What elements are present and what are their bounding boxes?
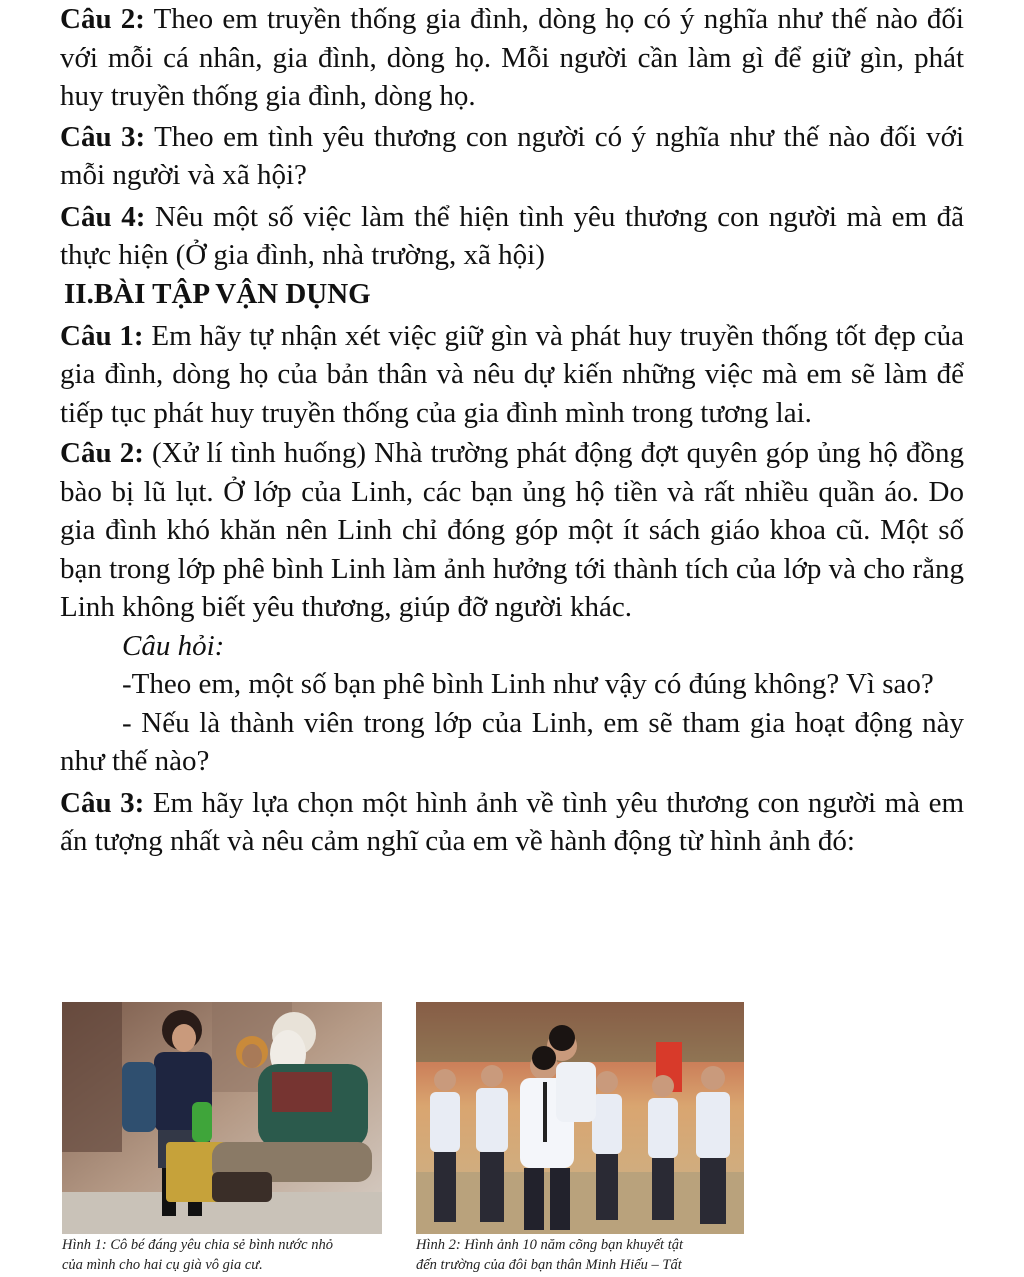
figure-2-caption-line-2: đến trường của đôi bạn thân Minh Hiếu – Tất: [416, 1257, 682, 1273]
section-heading: II.BÀI TẬP VẬN DỤNG: [64, 277, 371, 310]
sub-question-1: -Theo em, một số bạn phê bình Linh như vậy có đúng không? Vì sao?: [122, 668, 934, 700]
exercise-3-label: Câu 3:: [60, 786, 145, 819]
exercise-1-label: Câu 1:: [60, 319, 144, 352]
question-label: Câu hỏi:: [122, 629, 225, 662]
figure-1: [62, 1002, 382, 1274]
question-3-text: Theo em tình yêu thương con người có ý nghĩa như thế nào đối với mỗi người và xã hội?: [60, 120, 964, 191]
exercise-1-text: Em hãy tự nhận xét việc giữ gìn và phát huy truyền thống tốt đẹp của gia đình, dòng họ của bản thân và nêu dự kiến những việc mà em sẽ làm để tiếp tục phát huy truyền thống của gia đình mình trong tương lai.: [60, 319, 965, 429]
sub-question-2: - Nếu là thành viên trong lớp của Linh, em sẽ tham gia hoạt động này như thế nào?: [60, 706, 964, 777]
figure-1-caption-line-2: của mình cho hai cụ già vô gia cư.: [62, 1257, 263, 1273]
question-3: [60, 118, 964, 195]
figures-row: [62, 1002, 762, 1277]
question-4-text: Nêu một số việc làm thể hiện tình yêu thương con người mà em đã thực hiện (Ở gia đình, nhà trường, xã hội): [60, 200, 964, 271]
question-4: [60, 198, 964, 275]
question-2-text: Theo em truyền thống gia đình, dòng họ có ý nghĩa như thế nào đối với mỗi cá nhân, gia đình, dòng họ. Mỗi người cần làm gì để giữ gìn, phát huy truyền thống gia đình, dòng họ.: [60, 3, 964, 112]
exercise-2: [60, 434, 964, 627]
exercise-3-text: Em hãy lựa chọn một hình ảnh về tình yêu thương con người mà em ấn tượng nhất và nêu cảm nghĩ của em về hành động từ hình ảnh đó:: [60, 786, 964, 857]
figure-2-photo: [416, 1002, 744, 1234]
figure-1-photo: [62, 1002, 382, 1234]
question-2: [60, 0, 964, 116]
figure-2-caption-line-1: Hình 2: Hình ảnh 10 năm cõng bạn khuyết tật: [416, 1237, 684, 1253]
figure-1-caption-line-1: Hình 1: Cô bé đáng yêu chia sẻ bình nước nhỏ: [62, 1237, 333, 1253]
exercise-3: [60, 784, 964, 861]
exercise-2-label: Câu 2:: [60, 437, 144, 469]
exercise-2-text: (Xử lí tình huống) Nhà trường phát động đợt quyên góp ủng hộ đồng bào bị lũ lụt. Ở lớp của Linh, các bạn ủng hộ tiền và rất nhiều quần áo. Do gia đình khó khăn nên Linh chỉ đóng góp một ít sách giáo khoa cũ. Một số bạn trong lớp phê bình Linh làm ảnh hưởng tới thành tích của lớp và cho rằng Linh không biết yêu thương, giúp đỡ người khác.: [60, 437, 965, 623]
figure-2: [416, 1002, 744, 1274]
question-3-label: Câu 3:: [60, 120, 146, 153]
question-2-label: Câu 2:: [60, 3, 145, 35]
question-4-label: Câu 4:: [60, 200, 146, 233]
exercise-1: [60, 317, 964, 433]
